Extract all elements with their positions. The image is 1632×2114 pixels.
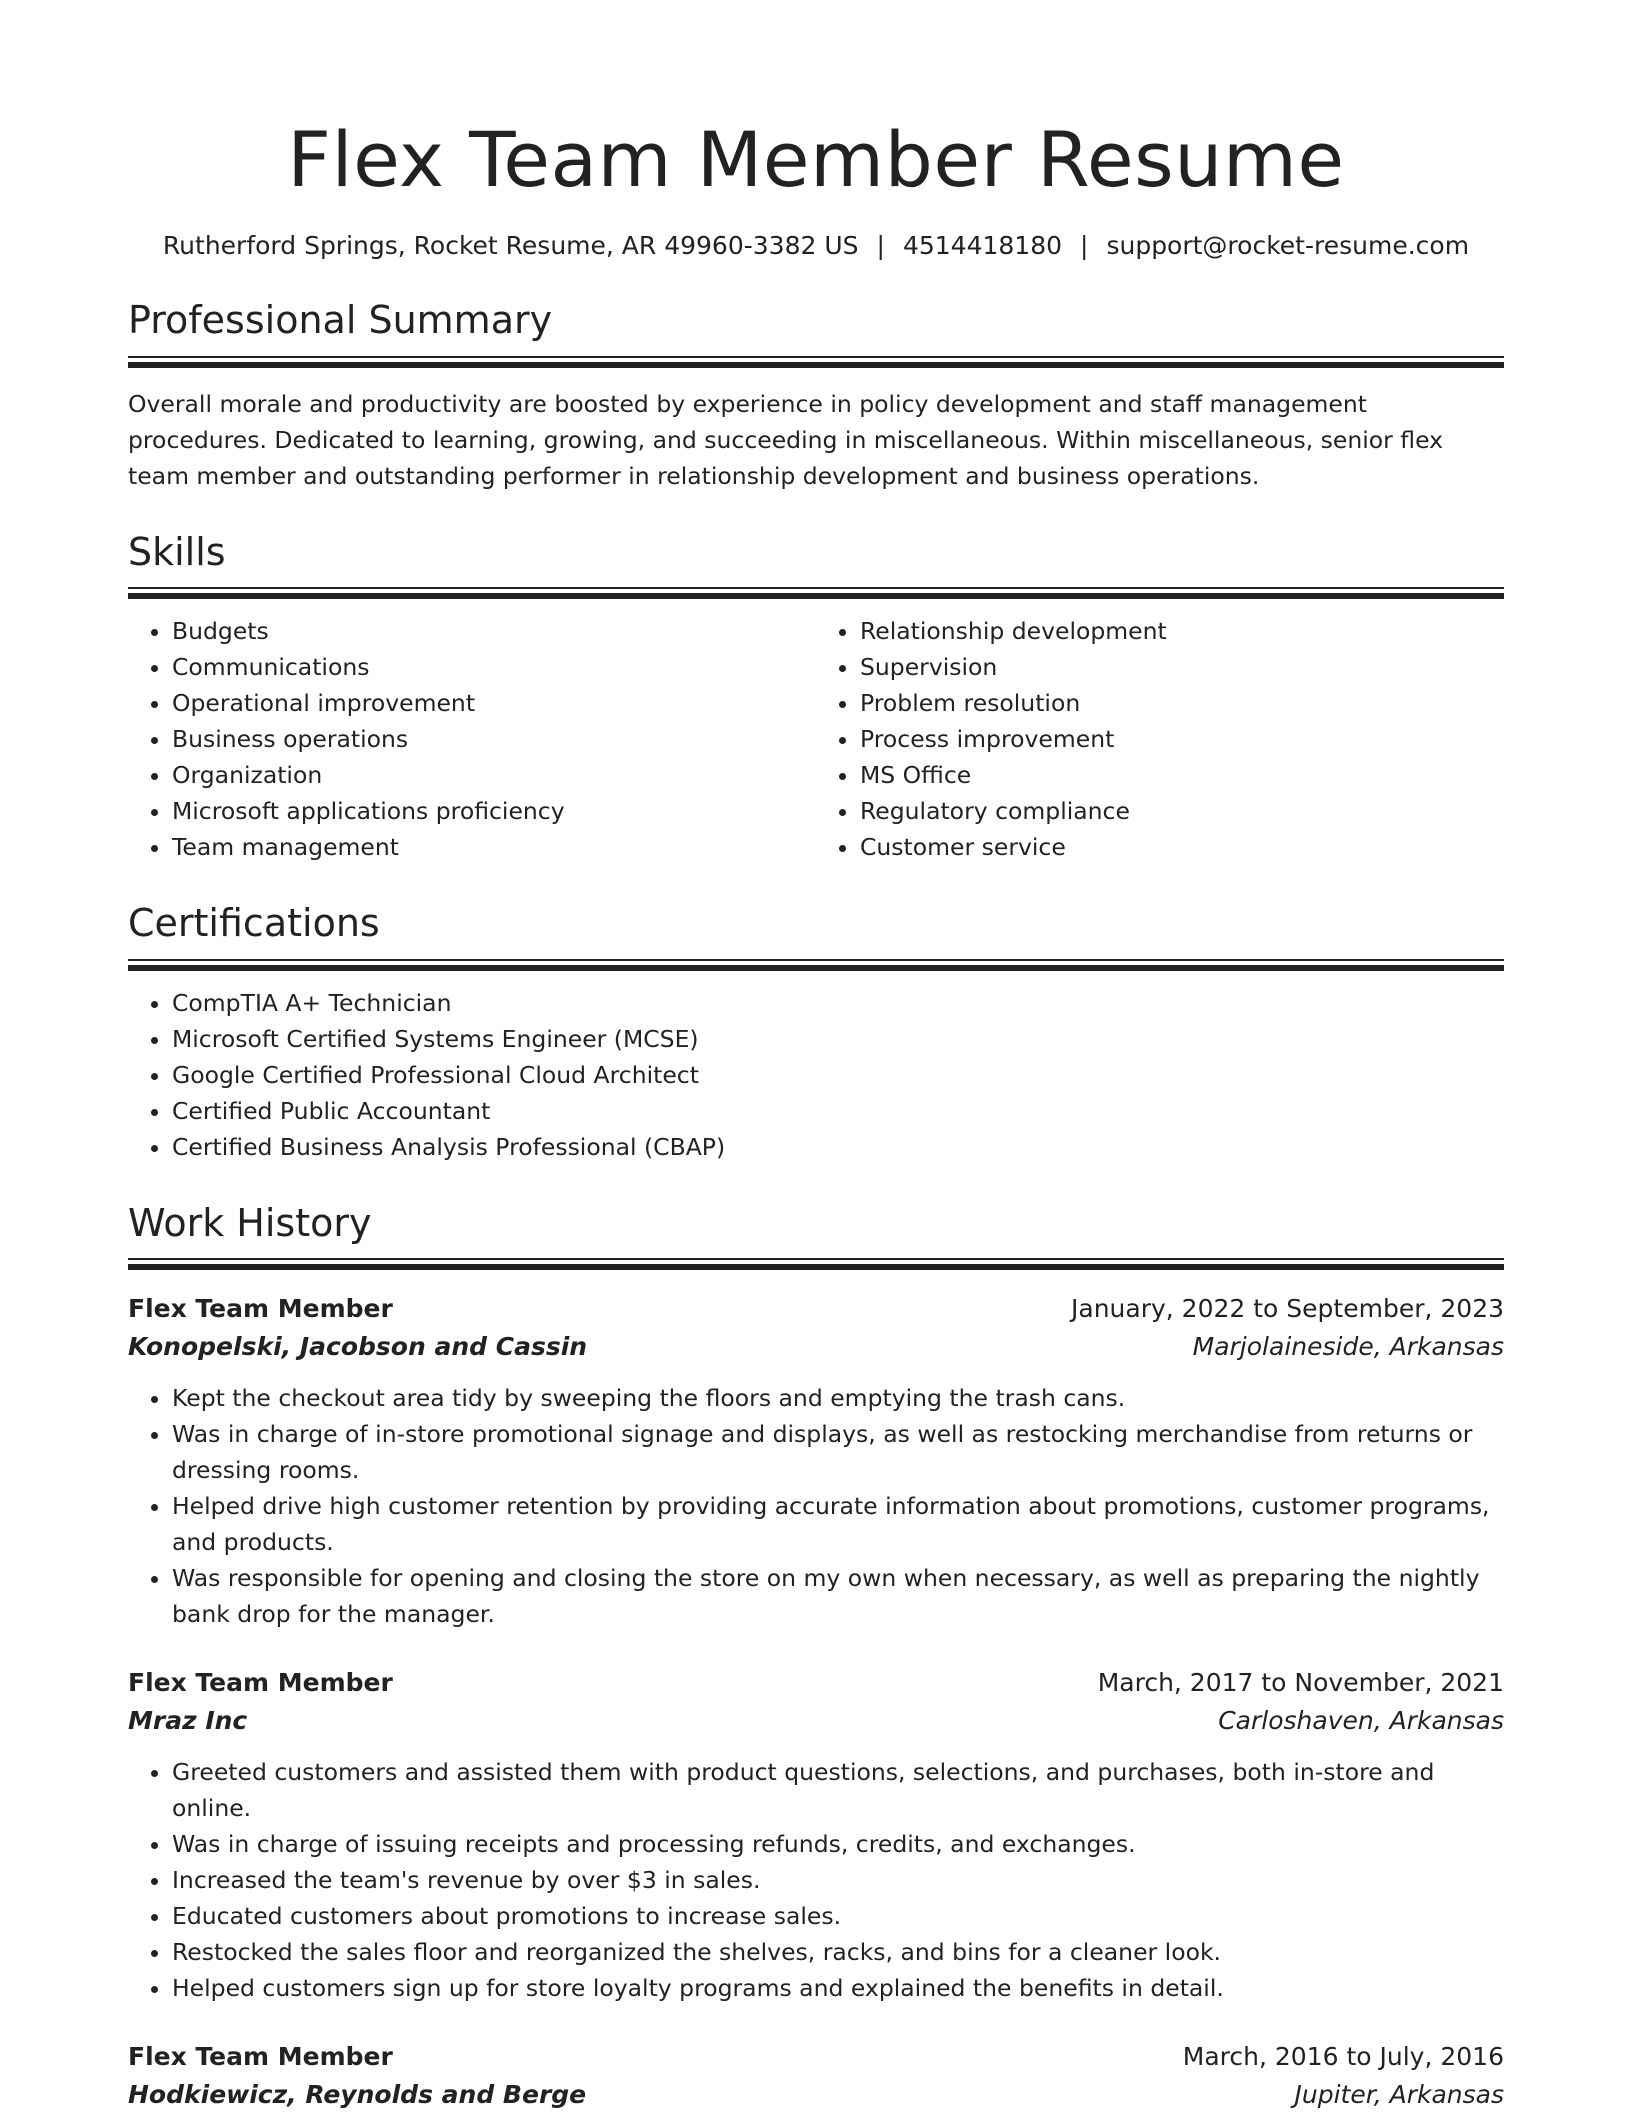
contact-separator: | xyxy=(876,230,885,260)
job-duty-item: • Helped customers sign up for store loyalty programs and explained the benefits in detail. xyxy=(172,1970,1504,2006)
skill-item: • Customer service xyxy=(860,829,1504,865)
job-entry xyxy=(128,1290,1504,1632)
job-entry xyxy=(128,1664,1504,2006)
job-duty-item: • Increased the team's revenue by over $3 in sales. xyxy=(172,1862,1504,1898)
job-company: Konopelski, Jacobson and Cassin xyxy=(128,1332,588,1362)
certification-item: • CompTIA A+ Technician xyxy=(172,985,1504,1021)
section-heading: Skills xyxy=(128,529,226,574)
job-duty-item: • Was in charge of in-store promotional signage and displays, as well as restocking merchandise from returns or dressing rooms. xyxy=(172,1416,1504,1488)
skill-item: • Team management xyxy=(172,829,816,865)
certification-item: • Certified Public Accountant xyxy=(172,1093,1504,1129)
skill-item: • Regulatory compliance xyxy=(860,793,1504,829)
certifications-section xyxy=(128,901,1504,1165)
work-history-section xyxy=(128,1201,1504,2114)
section-divider xyxy=(128,959,1504,971)
job-location: Marjolaineside, Arkansas xyxy=(1192,1332,1504,1362)
summary-text: Overall morale and productivity are boosted by experience in policy development and staff management procedures. Dedicated to learning, growing, and succeeding in miscellaneous. Within miscellaneous, senior flex team member and outstanding performer in relationship development and business operations. xyxy=(128,389,1444,490)
skills-section xyxy=(128,530,1504,866)
skill-item: • Business operations xyxy=(172,721,816,757)
skill-item: • Communications xyxy=(172,649,816,685)
skills-columns xyxy=(128,613,1504,865)
job-dates: March, 2017 to November, 2021 xyxy=(1097,1668,1504,1698)
certification-item: • Certified Business Analysis Professional (CBAP) xyxy=(172,1129,1504,1165)
contact-line xyxy=(128,230,1504,263)
resume-title: Flex Team Member Resume xyxy=(287,115,1345,204)
certification-item: • Microsoft Certified Systems Engineer (MCSE) xyxy=(172,1021,1504,1057)
contact-phone: 4514418180 xyxy=(902,230,1063,260)
job-title: Flex Team Member xyxy=(128,1668,393,1698)
job-dates: March, 2016 to July, 2016 xyxy=(1182,2042,1504,2072)
skill-item: • Budgets xyxy=(172,613,816,649)
skills-list-left xyxy=(128,613,816,865)
job-duty-item: • Kept the checkout area tidy by sweeping the floors and emptying the trash cans. xyxy=(172,1380,1504,1416)
job-title: Flex Team Member xyxy=(128,1294,393,1324)
job-duties xyxy=(128,1380,1504,1632)
skill-item: • Microsoft applications proficiency xyxy=(172,793,816,829)
job-dates: January, 2022 to September, 2023 xyxy=(1071,1294,1504,1324)
skill-item: • Relationship development xyxy=(860,613,1504,649)
contact-separator: | xyxy=(1080,230,1089,260)
skill-item: • Supervision xyxy=(860,649,1504,685)
certifications-list xyxy=(128,985,1504,1165)
job-duties xyxy=(128,1754,1504,2006)
section-heading: Certifications xyxy=(128,901,380,946)
job-duty-item: • Restocked the sales floor and reorganized the shelves, racks, and bins for a cleaner look. xyxy=(172,1934,1504,1970)
summary-section xyxy=(128,298,1504,494)
job-duty-item: • Helped drive high customer retention by providing accurate information about promotions, customer programs, and products. xyxy=(172,1488,1504,1560)
job-company: Mraz Inc xyxy=(128,1706,248,1736)
certification-item: • Google Certified Professional Cloud Architect xyxy=(172,1057,1504,1093)
section-divider xyxy=(128,587,1504,599)
section-divider xyxy=(128,356,1504,368)
job-title: Flex Team Member xyxy=(128,2042,393,2072)
skill-item: • Organization xyxy=(172,757,816,793)
contact-address: Rutherford Springs, Rocket Resume, AR 49960-3382 US xyxy=(162,230,859,260)
skills-list-right xyxy=(816,613,1504,865)
skill-item: • Process improvement xyxy=(860,721,1504,757)
job-duty-item: • Greeted customers and assisted them with product questions, selections, and purchases, both in-store and online. xyxy=(172,1754,1504,1826)
job-duty-item: • Educated customers about promotions to increase sales. xyxy=(172,1898,1504,1934)
section-divider xyxy=(128,1258,1504,1270)
skill-item: • Operational improvement xyxy=(172,685,816,721)
section-heading: Work History xyxy=(128,1200,372,1245)
job-location: Carloshaven, Arkansas xyxy=(1218,1706,1504,1736)
job-duty-item: • Was in charge of issuing receipts and processing refunds, credits, and exchanges. xyxy=(172,1826,1504,1862)
job-entry xyxy=(128,2038,1504,2114)
section-heading: Professional Summary xyxy=(128,298,553,343)
job-duty-item: • Was responsible for opening and closing the store on my own when necessary, as well as preparing the nightly bank drop for the manager. xyxy=(172,1560,1504,1632)
skill-item: • MS Office xyxy=(860,757,1504,793)
job-company: Hodkiewicz, Reynolds and Berge xyxy=(128,2080,587,2110)
skill-item: • Problem resolution xyxy=(860,685,1504,721)
job-location: Jupiter, Arkansas xyxy=(1294,2080,1504,2110)
contact-email: support@rocket-resume.com xyxy=(1106,230,1470,260)
